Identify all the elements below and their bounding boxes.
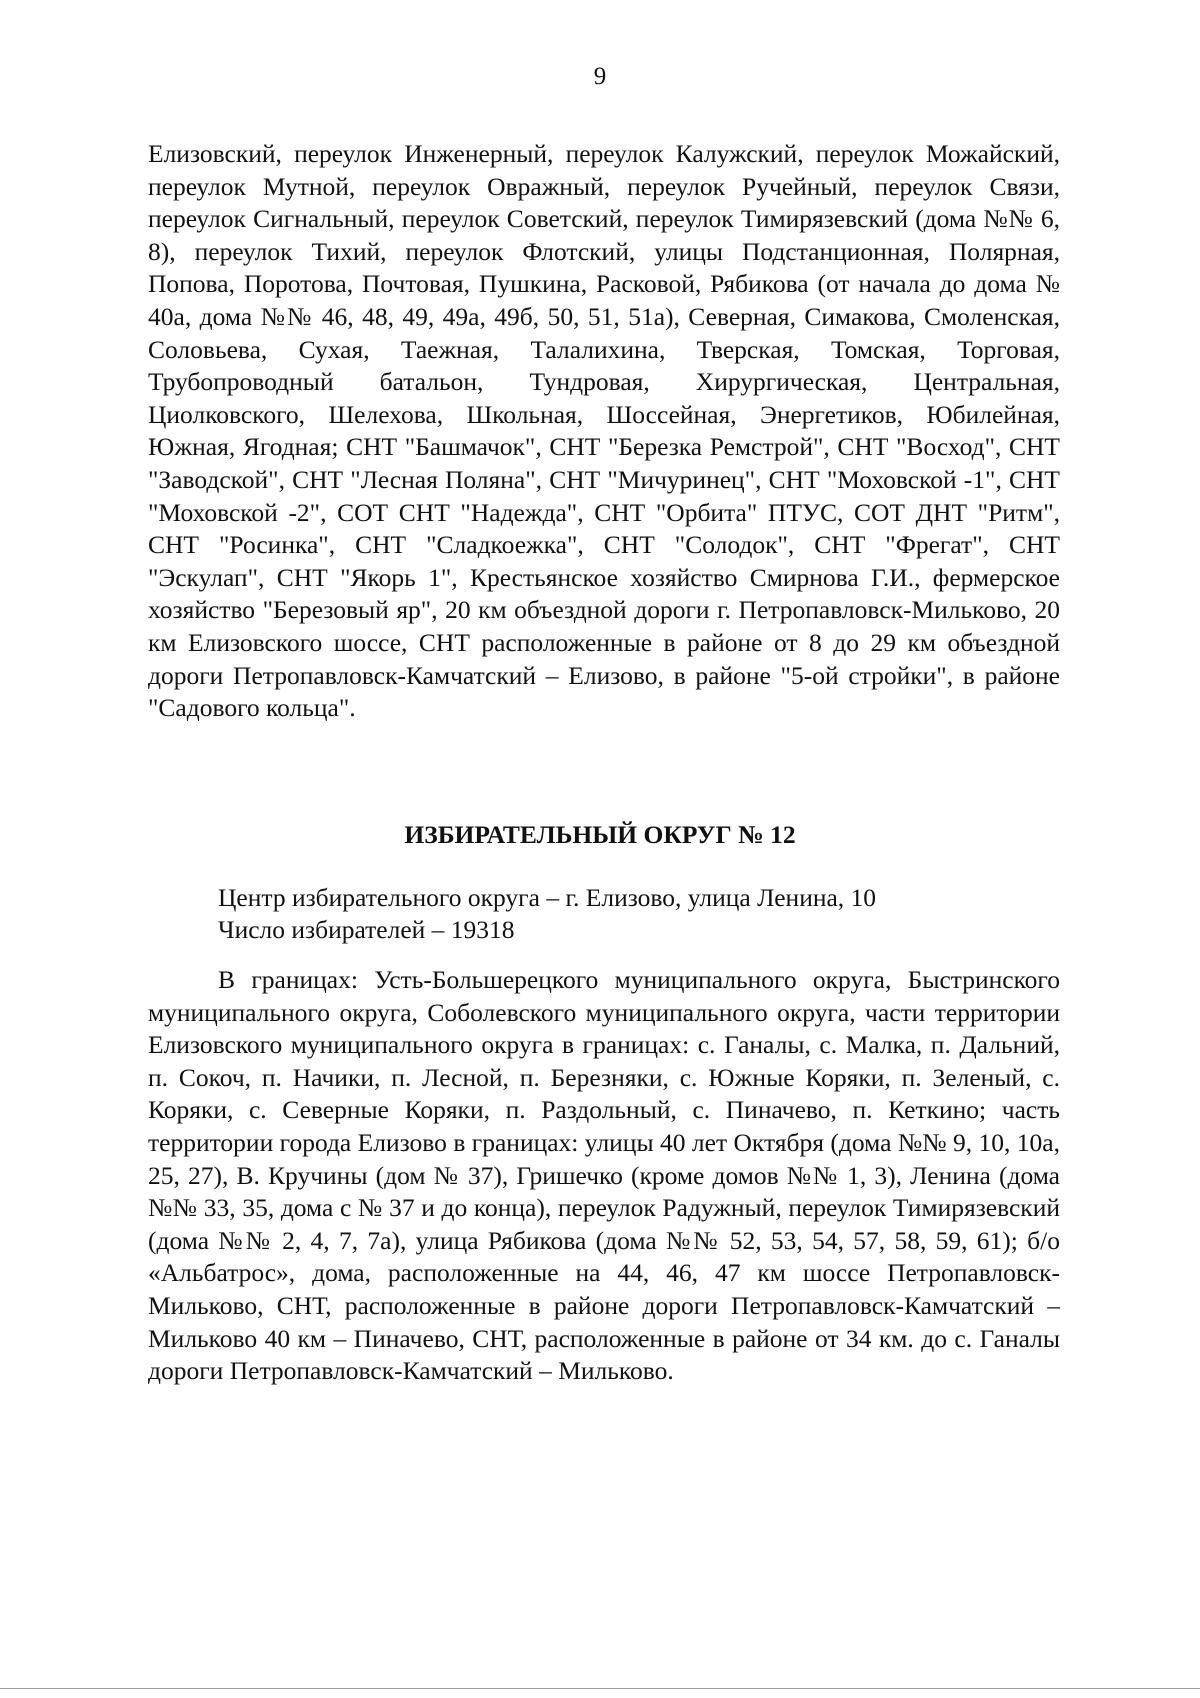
district-center-line: Центр избирательного округа – г. Елизово, улица Ленина, 10 — [218, 883, 877, 912]
continued-paragraph: Елизовский, переулок Инженерный, переулок Калужский, переулок Можайский, переулок Мутной, переулок Овражный, переулок Ручейный, переулок Связи, переулок Сигнальный, переулок Советский, переулок Тимирязевский (дома №№ 6, 8), переулок Тихий, переулок Флотский, улицы Подстанционная, Полярная, Попова, Поротова, Почтовая, Пушкина, Расковой, Рябикова (от начала до дома № 40а, дома №№ 46, 48, 49, 49а, 49б, 50, 51, 51а), Северная, Симакова, Смоленская, Соловьева, Сухая, Таежная, Талалихина, Тверская, Томская, Торговая, Трубопроводный батальон, Тундровая, Хирургическая, Центральная, Циолковского, Шелехова, Школьная, Шоссейная, Энергетиков, Юбилейная, Южная, Ягодная; СНТ "Башмачок", СНТ "Березка Ремстрой", СНТ "Восход", СНТ "Заводской", СНТ "Лесная Поляна", СНТ "Мичуринец", СНТ "Моховской -1", СНТ "Моховской -2", СОТ СНТ "Надежда", СНТ "Орбита" ПТУС, СОТ ДНТ "Ритм", СНТ "Росинка", СНТ "Сладкоежка", СНТ "Солодок", СНТ "Фрегат", СНТ "Эскулап", СНТ "Якорь 1", Крестьянское хозяйство Смирнова Г.И., фермерское хозяйство "Березовый яр", 20 км объездной дороги г. Петропавловск-Мильково, 20 км Елизовского шоссе, СНТ расположенные в районе от 8 до 29 км объездной дороги Петропавловск-Камчатский – Елизово, в районе "5-ой стройки", в районе "Садового кольца". — [148, 139, 1060, 723]
page-bottom-rule — [0, 1688, 1200, 1689]
district-heading: ИЗБИРАТЕЛЬНЫЙ ОКРУГ № 12 — [404, 820, 796, 849]
page-number: 9 — [593, 63, 607, 90]
district-voters-line: Число избирателей – 19318 — [218, 915, 515, 944]
district-boundaries-paragraph: В границах: Усть-Большерецкого муниципального округа, Быстринского муниципального округа, Соболевского муниципального округа, части территории Елизовского муниципального округа в границах: с. Ганалы, с. Малка, п. Дальний, п. Сокоч, п. Начики, п. Лесной, п. Березняки, с. Южные Коряки, п. Зеленый, с. Коряки, с. Северные Коряки, п. Раздольный, с. Пиначево, п. Кеткино; часть территории города Елизово в границах: улицы 40 лет Октября (дома №№ 9, 10, 10а, 25, 27), В. Кручины (дом № 37), Гришечко (кроме домов №№ 1, 3), Ленина (дома №№ 33, 35, дома с № 37 и до конца), переулок Радужный, переулок Тимирязевский (дома №№ 2, 4, 7, 7а), улица Рябикова (дома №№ 52, 53, 54, 57, 58, 59, 61); б/о «Альбатрос», дома, расположенные на 44, 46, 47 км шоссе Петропавловск-Мильково, СНТ, расположенные в районе дороги Петропавловск-Камчатский – Мильково 40 км – Пиначево, СНТ, расположенные в районе от 34 км. до с. Ганалы дороги Петропавловск-Камчатский – Мильково. — [148, 965, 1060, 1386]
